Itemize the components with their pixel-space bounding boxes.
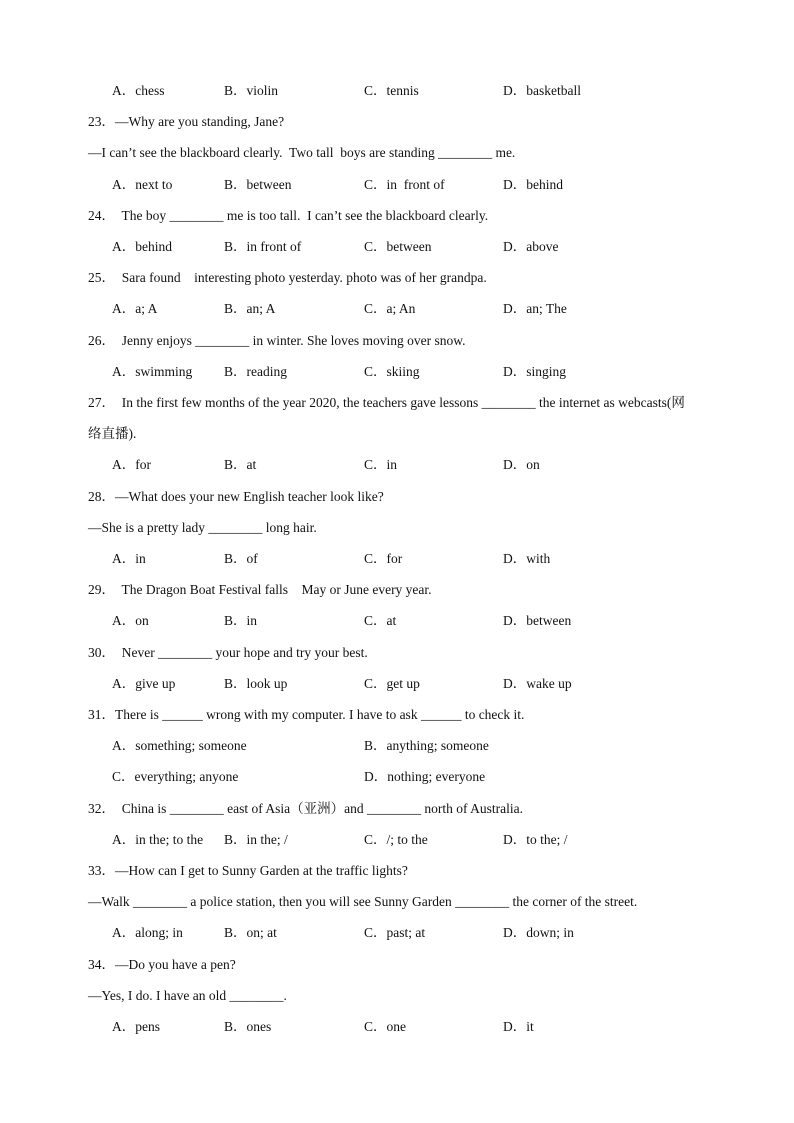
question-text: 29． The Dragon Boat Festival falls May or June every year. bbox=[88, 582, 432, 597]
answer-option: B．at bbox=[224, 457, 257, 472]
question-text: 30． Never ________ your hope and try your best. bbox=[88, 645, 368, 660]
answer-option: A．in bbox=[112, 551, 146, 566]
answer-option: D．it bbox=[503, 1019, 534, 1034]
answer-options bbox=[0, 300, 794, 318]
question-text: 23．—Why are you standing, Jane? bbox=[88, 114, 285, 129]
answer-option: B．in the; / bbox=[224, 832, 288, 847]
answer-option: C．at bbox=[364, 613, 397, 628]
answer-options bbox=[0, 831, 794, 849]
answer-options bbox=[0, 768, 794, 786]
answer-option: D．between bbox=[503, 613, 572, 628]
answer-option: D．basketball bbox=[503, 83, 581, 98]
answer-option: D．down; in bbox=[503, 925, 574, 940]
answer-option: D．on bbox=[503, 457, 540, 472]
question-text: 27． In the first few months of the year 2020, the teachers gave lessons ________ the internet as webcasts(网 bbox=[88, 395, 685, 410]
answer-option: A．a; A bbox=[112, 301, 158, 316]
answer-option: C．in front of bbox=[364, 177, 445, 192]
question-text: 31．There is ______ wrong with my computer. I have to ask ______ to check it. bbox=[88, 707, 525, 722]
answer-option: C．tennis bbox=[364, 83, 419, 98]
answer-option: C．everything; anyone bbox=[112, 769, 239, 784]
answer-options bbox=[0, 238, 794, 256]
answer-option: B．of bbox=[224, 551, 258, 566]
question-text: —Yes, I do. I have an old ________. bbox=[88, 988, 287, 1003]
answer-option: C．get up bbox=[364, 676, 420, 691]
answer-option: B．reading bbox=[224, 364, 287, 379]
answer-options bbox=[0, 82, 794, 100]
answer-options bbox=[0, 550, 794, 568]
answer-option: D．above bbox=[503, 239, 559, 254]
answer-option: C．in bbox=[364, 457, 398, 472]
answer-option: D．singing bbox=[503, 364, 567, 379]
answer-option: C．a; An bbox=[364, 301, 416, 316]
answer-option: C．/; to the bbox=[364, 832, 428, 847]
answer-option: D．with bbox=[503, 551, 551, 566]
answer-option: A．give up bbox=[112, 676, 176, 691]
answer-option: B．in front of bbox=[224, 239, 302, 254]
question-text: 26． Jenny enjoys ________ in winter. She loves moving over snow. bbox=[88, 333, 466, 348]
answer-option: A．in the; to the bbox=[112, 832, 204, 847]
answer-option: D．nothing; everyone bbox=[364, 769, 486, 784]
question-text: 28．—What does your new English teacher look like? bbox=[88, 489, 384, 504]
answer-option: B．an; A bbox=[224, 301, 276, 316]
answer-option: A．next to bbox=[112, 177, 173, 192]
answer-option: C．skiing bbox=[364, 364, 420, 379]
answer-option: C．between bbox=[364, 239, 432, 254]
answer-option: B．anything; someone bbox=[364, 738, 489, 753]
answer-options bbox=[0, 1018, 794, 1036]
answer-options bbox=[0, 176, 794, 194]
answer-option: D．an; The bbox=[503, 301, 567, 316]
answer-option: A．for bbox=[112, 457, 151, 472]
answer-option: B．between bbox=[224, 177, 292, 192]
answer-options bbox=[0, 924, 794, 942]
answer-option: B．look up bbox=[224, 676, 288, 691]
answer-option: B．ones bbox=[224, 1019, 272, 1034]
answer-options bbox=[0, 737, 794, 755]
answer-option: D．wake up bbox=[503, 676, 572, 691]
answer-options bbox=[0, 612, 794, 630]
question-text: —Walk ________ a police station, then you will see Sunny Garden ________ the corner of the street. bbox=[88, 894, 638, 909]
answer-options bbox=[0, 456, 794, 474]
answer-option: D．to the; / bbox=[503, 832, 568, 847]
answer-option: A．something; someone bbox=[112, 738, 247, 753]
answer-options bbox=[0, 363, 794, 381]
answer-option: C．past; at bbox=[364, 925, 426, 940]
answer-option: A．chess bbox=[112, 83, 165, 98]
question-text: —She is a pretty lady ________ long hair. bbox=[88, 520, 317, 535]
question-text: 25． Sara found interesting photo yesterday. photo was of her grandpa. bbox=[88, 270, 487, 285]
answer-option: A．on bbox=[112, 613, 149, 628]
question-text: 32． China is ________ east of Asia（亚洲）and ________ north of Australia. bbox=[88, 801, 523, 816]
answer-options bbox=[0, 675, 794, 693]
answer-option: D．behind bbox=[503, 177, 563, 192]
answer-option: B．in bbox=[224, 613, 258, 628]
answer-option: C．for bbox=[364, 551, 403, 566]
answer-option: A．pens bbox=[112, 1019, 160, 1034]
question-text: 24． The boy ________ me is too tall. I can’t see the blackboard clearly. bbox=[88, 208, 489, 223]
answer-option: B．violin bbox=[224, 83, 279, 98]
answer-option: B．on; at bbox=[224, 925, 277, 940]
answer-option: C．one bbox=[364, 1019, 406, 1034]
answer-option: A．behind bbox=[112, 239, 172, 254]
question-text: 34．—Do you have a pen? bbox=[88, 957, 236, 972]
question-text: 络直播). bbox=[88, 426, 137, 441]
answer-option: A．swimming bbox=[112, 364, 193, 379]
question-text: 33．—How can I get to Sunny Garden at the traffic lights? bbox=[88, 863, 408, 878]
question-text: —I can’t see the blackboard clearly. Two tall boys are standing ________ me. bbox=[88, 145, 516, 160]
answer-option: A．along; in bbox=[112, 925, 183, 940]
